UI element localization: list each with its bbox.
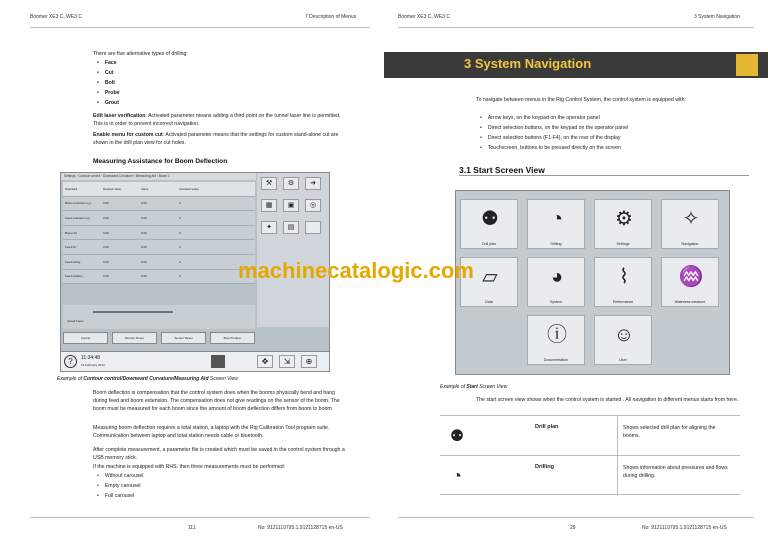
right-page-number: 29 — [570, 525, 576, 531]
performance-icon: ⌇ — [619, 266, 629, 288]
user-tile[interactable] — [594, 315, 652, 365]
row-desired: 0.00 — [103, 274, 109, 279]
left-header-title: Boomer XE3 C, WE3 C — [30, 14, 82, 20]
adjust-icon[interactable]: ⇲ — [279, 355, 295, 368]
list-item: • Bolt — [97, 78, 120, 88]
list-item: • Cut — [97, 68, 120, 78]
caption-suffix: Screen View — [208, 376, 238, 382]
table-row — [63, 240, 255, 255]
list-item: • Face — [97, 58, 120, 68]
row-label: Feed extension (y) — [65, 215, 90, 220]
monitor-reset-button[interactable]: Monitor Reset — [112, 332, 157, 344]
tile-label: System — [550, 300, 562, 304]
deflection-paragraph-2: Measuring boom deflection requires a total station, a laptop with the Rig Calibration Tool program suite. Communication between laptop and total station needs cable or bluetooth. — [93, 425, 330, 439]
system-tile[interactable] — [527, 257, 585, 307]
chapter-title: 3 System Navigation — [464, 56, 592, 71]
enable-menu-paragraph — [93, 131, 343, 147]
list-item: • Direct selection buttons (F1-F4), on the rear of the display — [480, 133, 628, 143]
screenshot-footer — [61, 351, 329, 371]
row-value: 0.00 — [141, 230, 147, 235]
row-label: Boom tilt — [65, 230, 77, 235]
row-actual: 0 — [179, 201, 181, 206]
compass-icon: ✧ — [682, 208, 700, 230]
boot-position-button[interactable]: Boot Position — [210, 332, 255, 344]
left-header-rule — [30, 27, 370, 28]
bucket-icon[interactable]: ▣ — [283, 199, 299, 212]
edit-laser-label: Edit laser verification — [93, 113, 146, 119]
row-desired: 0.00 — [103, 259, 109, 264]
table-row — [63, 211, 255, 226]
table-row — [63, 197, 255, 212]
row-desired: 0.00 — [103, 230, 109, 235]
drill-plan-tile[interactable] — [460, 199, 518, 249]
column-header: Value — [141, 186, 149, 191]
row-name: Drilling — [535, 464, 554, 470]
tile-label: Waterless measure — [674, 300, 706, 304]
row-description: Shows information about pressures and flows during drilling. — [623, 465, 728, 479]
screenshot-table — [63, 182, 255, 302]
row-value: 0.00 — [141, 274, 147, 279]
section-rule — [459, 175, 749, 176]
right-header-chapter: 3 System Navigation — [694, 14, 740, 20]
settings-icon[interactable]: ✦ — [261, 221, 277, 234]
row-label: Feed rotation — [65, 274, 83, 279]
tile-label: User — [619, 358, 627, 362]
section-title: 3.1 Start Screen View — [459, 165, 545, 175]
left-page-number: 111 — [188, 525, 196, 531]
table-row — [63, 226, 255, 241]
column-header: Standard — [65, 186, 78, 191]
boom-icon[interactable]: ⚙ — [283, 177, 299, 190]
row-desired: 0.00 — [103, 201, 109, 206]
screenshot-side-panel — [257, 173, 329, 327]
data-icon: ▱ — [482, 266, 498, 288]
row-value: 0.00 — [141, 245, 147, 250]
water-icon: ♒ — [678, 266, 704, 288]
row-description: Shows selected drill plan for aligning the booms. — [623, 425, 716, 439]
list-item: • Empty carousel — [97, 481, 143, 491]
blank-icon[interactable] — [305, 221, 321, 234]
table-header-row — [63, 182, 255, 197]
left-doc-number: No: 9121110795.1.9121128715 en-US — [258, 525, 343, 531]
boom-graph — [63, 305, 255, 329]
row-actual: 0 — [179, 215, 181, 220]
target-icon[interactable]: ⊕ — [301, 355, 317, 368]
cancel-button[interactable]: Cancel — [63, 332, 108, 344]
caption-prefix: Example of — [57, 376, 84, 382]
table-row — [440, 415, 740, 455]
waterless-measure-tile[interactable] — [661, 257, 719, 307]
row-actual: 0 — [179, 259, 181, 264]
caption-bold: Start — [466, 384, 478, 390]
tile-label: Data — [485, 300, 493, 304]
boom-deflection-heading: Measuring Assistance for Boom Deflection — [93, 158, 228, 165]
feed-icon[interactable]: ➔ — [305, 177, 321, 190]
right-caption — [440, 384, 507, 390]
row-actual: 0 — [179, 245, 181, 250]
screenshot-date: 13 February 2014 — [81, 363, 105, 367]
settings-tile[interactable] — [594, 199, 652, 249]
list-item: • Probe — [97, 88, 120, 98]
enable-menu-label: Enable menu for custom cut — [93, 132, 163, 138]
enable-menu-text: : Activated parameter means that the settings for custom stand-alone cut are shown in the drill plan view for cut holes. — [93, 132, 339, 146]
deflection-paragraph-1: Boom deflection is compensation that the control system does when the booms physically bend and hang during feed and boom extension. The compensation does not give readings on the sensor of the boom. The boom must be measured for each boom since the amount of boom deflection differs from boom to boom. — [93, 390, 340, 412]
settings-icon: ⚙ — [615, 208, 633, 230]
drill-icon[interactable]: ⚒ — [261, 177, 277, 190]
caption-prefix: Example of — [440, 384, 467, 390]
edit-laser-paragraph — [93, 112, 343, 128]
table-row — [63, 270, 255, 285]
left-footer-rule — [30, 517, 370, 518]
watermark: machinecatalogic.com — [238, 258, 474, 283]
graph-label: Actual boom — [67, 319, 84, 323]
list-item: • Full carousel — [97, 491, 143, 501]
navigation-intro: To navigate between menus in the Rig Control System, the control system is equipped with: — [476, 97, 686, 103]
row-label: Feed swing — [65, 259, 81, 264]
performance-tile[interactable] — [594, 257, 652, 307]
column-header: Desired value — [103, 186, 122, 191]
row-value: 0.00 — [141, 201, 147, 206]
column-divider — [617, 416, 618, 456]
help-icon[interactable]: ? — [64, 355, 77, 368]
gauge-icon: ◔ — [452, 468, 462, 485]
drill-plan-icon: ⚉ — [449, 428, 465, 445]
deflection-paragraph-4: If the machine is equipped with RHS, then three measurements must be performed: — [93, 464, 286, 470]
list-item: • Direct selection buttons, on the keypad on the operator panel — [480, 123, 628, 133]
system-gauge-icon: ◕ — [550, 266, 564, 288]
caption-suffix: Screen View — [477, 384, 508, 390]
drill-plan-icon: ⚉ — [481, 208, 499, 230]
sensor-icon[interactable]: ◎ — [305, 199, 321, 212]
row-desired: 0.00 — [103, 215, 109, 220]
left-header-chapter: 7 Description of Menus — [305, 14, 357, 20]
screenshot-button-row — [63, 332, 255, 344]
edit-laser-text: : Activated parameter means adding a third point on the tunnel laser line is permitted. This is in order to prevent incorrect navigation. — [93, 113, 341, 127]
tile-label: Performance — [612, 300, 634, 304]
start-screen-paragraph: The start screen view shows when the control system is started . All navigation to different menus starts from here. — [476, 397, 739, 403]
right-footer-rule — [398, 517, 754, 518]
navigate-icon[interactable]: ✥ — [257, 355, 273, 368]
table-row — [440, 455, 740, 495]
list-item: • Arrow keys, on the keypad on the operator panel — [480, 113, 628, 123]
chapter-marker — [736, 54, 758, 76]
drilling-tile[interactable] — [527, 199, 585, 249]
list-item: • Without carousel — [97, 471, 143, 481]
left-caption — [57, 376, 238, 382]
row-label: Feed tilt — [65, 245, 76, 250]
drill-types-intro: There are five alternative types of drilling: — [93, 51, 188, 57]
tile-label: Drilling — [550, 242, 562, 246]
tile-label: Drill plan — [482, 242, 496, 246]
list-item: • Grout — [97, 98, 120, 108]
tile-label: Documentation — [543, 358, 569, 362]
pattern-icon[interactable]: ▦ — [261, 199, 277, 212]
start-screen-menu — [455, 190, 730, 375]
chapter-banner — [384, 52, 768, 78]
right-header-rule — [398, 27, 754, 28]
documentation-tile[interactable] — [527, 315, 585, 365]
deflection-paragraph-3: After complete measurement, a parameter file is created which must be saved in the control system through a USB memory stick. — [93, 447, 345, 461]
caption-bold: Contour control/Downward Curvature/Measuring Aid — [83, 376, 209, 382]
column-header: Actuated value — [179, 186, 199, 191]
boom-line — [93, 311, 173, 313]
row-name: Drill plan — [535, 424, 559, 430]
column-divider — [617, 456, 618, 496]
row-desired: 0.00 — [103, 245, 109, 250]
tile-label: Settings — [616, 242, 630, 246]
navigation-methods-list — [480, 113, 628, 153]
book-icon: ⓘ — [547, 324, 567, 346]
screenshot-breadcrumb: Settings › Contour control › Downward Curvature › Measuring Aid › Boom 1 — [61, 173, 256, 180]
tile-label: Navigation — [681, 242, 699, 246]
row-label: Boom extension (y) — [65, 201, 91, 206]
screenshot-time: 11:34:48 — [81, 355, 101, 361]
row-actual: 0 — [179, 274, 181, 279]
row-value: 0.00 — [141, 215, 147, 220]
list-item: • Touchscreen, buttons to be pressed directly on the screen — [480, 143, 628, 153]
drill-types-list — [97, 58, 120, 108]
user-icon: ☺ — [613, 324, 635, 346]
sensor-reset-button[interactable]: Sensor Reset — [161, 332, 206, 344]
right-header-title: Boomer XE3 C, WE3 C — [398, 14, 450, 20]
list-icon[interactable]: ▤ — [283, 221, 299, 234]
row-actual: 0 — [179, 230, 181, 235]
keypad-icon[interactable] — [211, 355, 225, 368]
table-row — [63, 255, 255, 270]
row-value: 0.00 — [141, 259, 147, 264]
rhs-list — [97, 471, 143, 501]
navigation-tile[interactable] — [661, 199, 719, 249]
right-doc-number: No: 9121110795.1.9121128715 en-US — [642, 525, 727, 531]
gauge-icon: ◔ — [550, 208, 564, 230]
